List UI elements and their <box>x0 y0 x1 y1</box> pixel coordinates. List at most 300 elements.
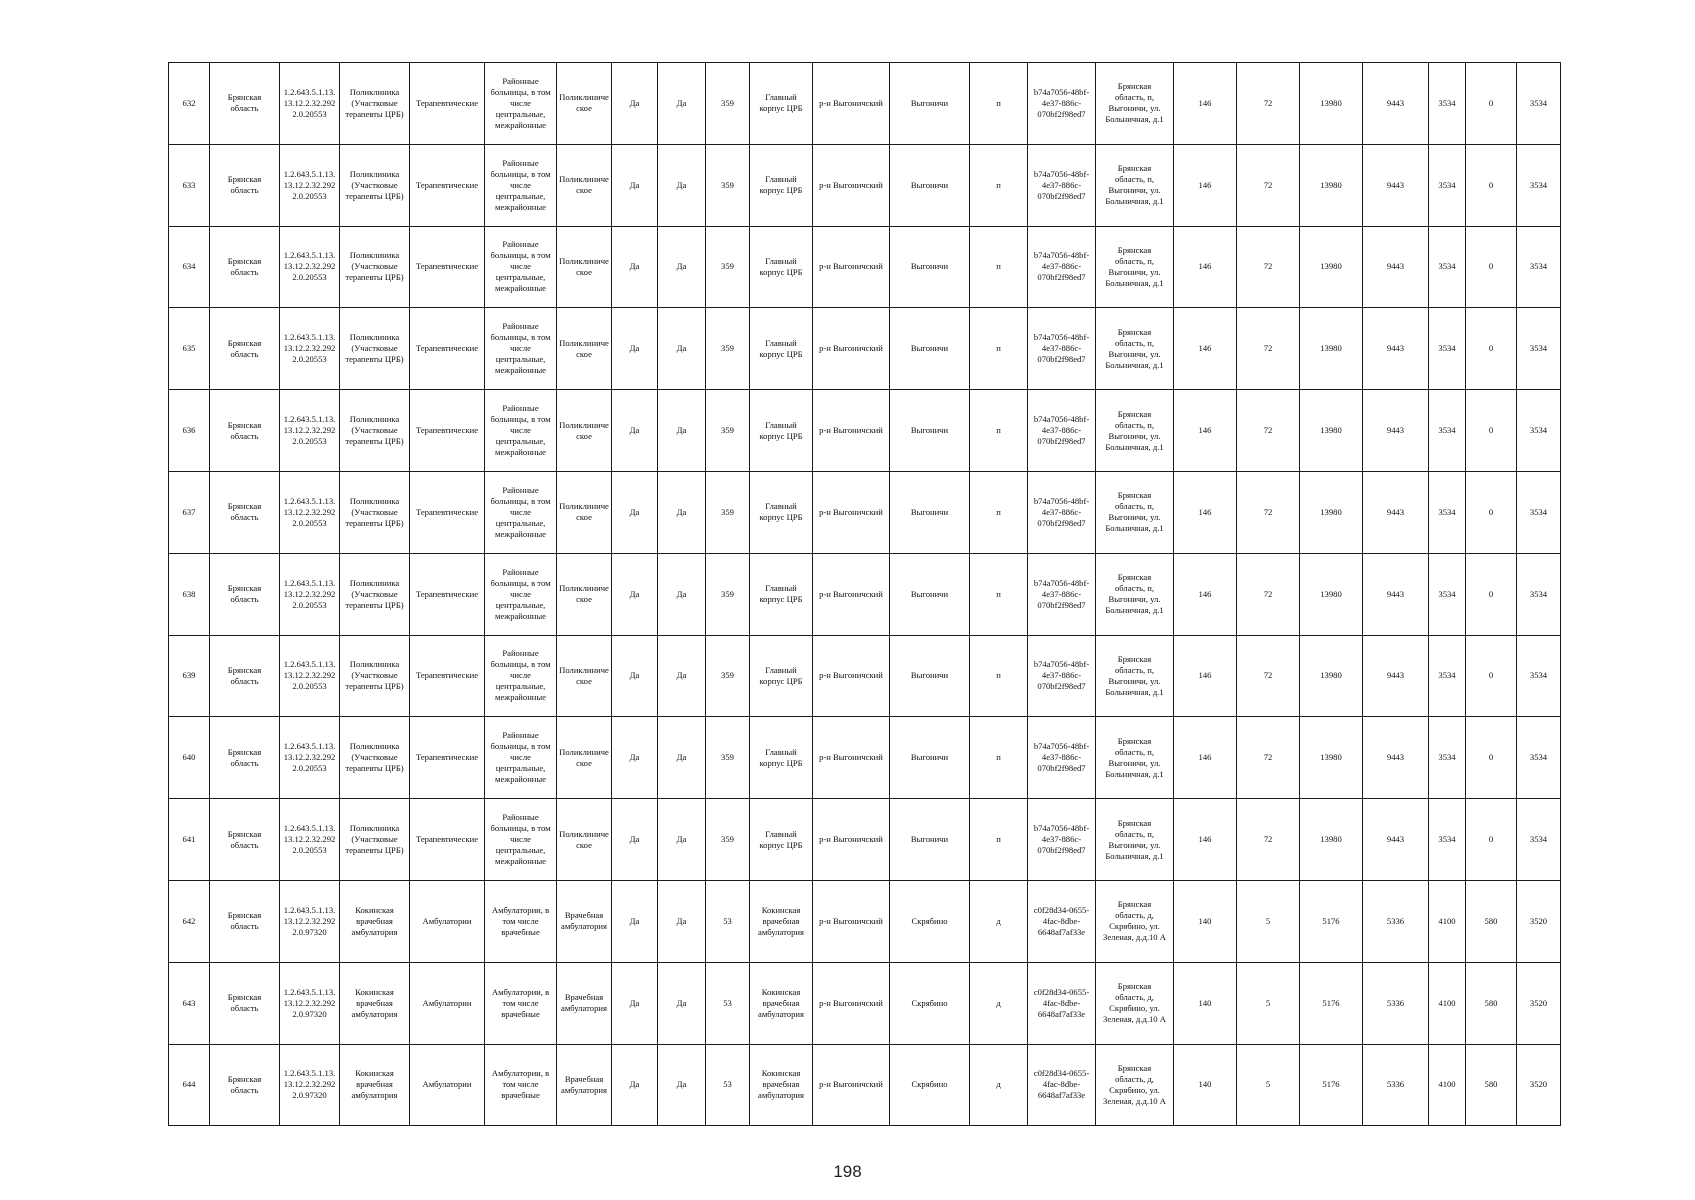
value7-cell: 3534 <box>1517 799 1561 881</box>
value4-cell: 5336 <box>1363 880 1429 962</box>
locality-cell: Выгоничи <box>890 63 970 145</box>
table-row <box>169 799 1561 881</box>
building-cell: Кокинская врачебная амбулатория <box>750 880 813 962</box>
value1-cell: 146 <box>1174 308 1237 390</box>
flag2-cell: Да <box>658 390 706 472</box>
value4-cell: 5336 <box>1363 962 1429 1044</box>
row-number-cell: 643 <box>169 962 210 1044</box>
value2-cell: 72 <box>1237 553 1300 635</box>
value7-cell: 3520 <box>1517 880 1561 962</box>
flag1-cell: Да <box>612 635 658 717</box>
kind-cell: Поликлиниче ское <box>557 471 612 553</box>
value7-cell: 3534 <box>1517 63 1561 145</box>
table-row <box>169 471 1561 553</box>
region-cell: Брянская область <box>210 471 280 553</box>
unit-type-cell: Терапевтические <box>410 144 485 226</box>
address-cell: Брянская область, п, Выгоничи, ул. Больничная, д.1 <box>1096 308 1174 390</box>
region-cell: Брянская область <box>210 799 280 881</box>
district-cell: р-н Выгоничский <box>813 962 890 1044</box>
value4-cell: 9443 <box>1363 553 1429 635</box>
value7-cell: 3534 <box>1517 717 1561 799</box>
address-cell: Брянская область, п, Выгоничи, ул. Больничная, д.1 <box>1096 144 1174 226</box>
building-cell: Кокинская врачебная амбулатория <box>750 962 813 1044</box>
value2-cell: 72 <box>1237 63 1300 145</box>
org-type-cell: Районные больницы, в том числе центральные, межрайонные <box>485 226 557 308</box>
locality-cell: Выгоничи <box>890 717 970 799</box>
value2-cell: 72 <box>1237 226 1300 308</box>
guid-cell: b74a7056-48bf- 4e37-886c- 070bf2f98ed7 <box>1028 635 1096 717</box>
locality-cell: Выгоничи <box>890 635 970 717</box>
facility-register-table <box>168 62 1561 1126</box>
row-number-cell: 634 <box>169 226 210 308</box>
code-cell: 359 <box>706 471 750 553</box>
flag1-cell: Да <box>612 63 658 145</box>
flag2-cell: Да <box>658 962 706 1044</box>
guid-cell: b74a7056-48bf- 4e37-886c- 070bf2f98ed7 <box>1028 63 1096 145</box>
kind-cell: Поликлиниче ское <box>557 553 612 635</box>
value2-cell: 72 <box>1237 635 1300 717</box>
value6-cell: 580 <box>1466 880 1517 962</box>
guid-cell: b74a7056-48bf- 4e37-886c- 070bf2f98ed7 <box>1028 717 1096 799</box>
address-cell: Брянская область, п, Выгоничи, ул. Больничная, д.1 <box>1096 635 1174 717</box>
guid-cell: b74a7056-48bf- 4e37-886c- 070bf2f98ed7 <box>1028 390 1096 472</box>
kind-cell: Поликлиниче ское <box>557 144 612 226</box>
flag1-cell: Да <box>612 553 658 635</box>
facility-name-cell: Поликлиника (Участковые терапевты ЦРБ) <box>340 390 410 472</box>
building-cell: Главный корпус ЦРБ <box>750 717 813 799</box>
flag2-cell: Да <box>658 471 706 553</box>
value6-cell: 0 <box>1466 63 1517 145</box>
value2-cell: 5 <box>1237 962 1300 1044</box>
building-cell: Кокинская врачебная амбулатория <box>750 1044 813 1126</box>
locality-cell: Выгоничи <box>890 553 970 635</box>
district-cell: р-н Выгоничский <box>813 63 890 145</box>
value1-cell: 146 <box>1174 63 1237 145</box>
guid-cell: b74a7056-48bf- 4e37-886c- 070bf2f98ed7 <box>1028 799 1096 881</box>
org-type-cell: Районные больницы, в том числе центральные, межрайонные <box>485 308 557 390</box>
locality-type-cell: д <box>970 880 1028 962</box>
building-cell: Главный корпус ЦРБ <box>750 390 813 472</box>
flag1-cell: Да <box>612 471 658 553</box>
value6-cell: 0 <box>1466 226 1517 308</box>
locality-type-cell: д <box>970 1044 1028 1126</box>
address-cell: Брянская область, п, Выгоничи, ул. Больничная, д.1 <box>1096 471 1174 553</box>
unit-type-cell: Терапевтические <box>410 635 485 717</box>
flag2-cell: Да <box>658 880 706 962</box>
locality-type-cell: п <box>970 390 1028 472</box>
row-number-cell: 641 <box>169 799 210 881</box>
unit-type-cell: Терапевтические <box>410 308 485 390</box>
oid-cell: 1.2.643.5.1.13. 13.12.2.32.292 2.0.20553 <box>280 635 340 717</box>
value4-cell: 9443 <box>1363 63 1429 145</box>
oid-cell: 1.2.643.5.1.13. 13.12.2.32.292 2.0.97320 <box>280 880 340 962</box>
value6-cell: 0 <box>1466 471 1517 553</box>
locality-type-cell: п <box>970 717 1028 799</box>
unit-type-cell: Терапевтические <box>410 553 485 635</box>
facility-name-cell: Поликлиника (Участковые терапевты ЦРБ) <box>340 471 410 553</box>
value6-cell: 0 <box>1466 717 1517 799</box>
region-cell: Брянская область <box>210 553 280 635</box>
facility-name-cell: Поликлиника (Участковые терапевты ЦРБ) <box>340 144 410 226</box>
value6-cell: 580 <box>1466 962 1517 1044</box>
district-cell: р-н Выгоничский <box>813 799 890 881</box>
guid-cell: c0f28d34-0655- 4fac-8dbe- 6648af7af33e <box>1028 1044 1096 1126</box>
value6-cell: 0 <box>1466 799 1517 881</box>
unit-type-cell: Терапевтические <box>410 226 485 308</box>
value7-cell: 3534 <box>1517 471 1561 553</box>
org-type-cell: Районные больницы, в том числе центральные, межрайонные <box>485 553 557 635</box>
code-cell: 359 <box>706 390 750 472</box>
value1-cell: 146 <box>1174 717 1237 799</box>
code-cell: 53 <box>706 880 750 962</box>
kind-cell: Поликлиниче ское <box>557 308 612 390</box>
value5-cell: 3534 <box>1429 226 1466 308</box>
flag1-cell: Да <box>612 144 658 226</box>
code-cell: 359 <box>706 144 750 226</box>
locality-type-cell: п <box>970 553 1028 635</box>
value2-cell: 72 <box>1237 308 1300 390</box>
locality-cell: Скрябино <box>890 1044 970 1126</box>
code-cell: 53 <box>706 1044 750 1126</box>
guid-cell: b74a7056-48bf- 4e37-886c- 070bf2f98ed7 <box>1028 553 1096 635</box>
guid-cell: b74a7056-48bf- 4e37-886c- 070bf2f98ed7 <box>1028 144 1096 226</box>
region-cell: Брянская область <box>210 390 280 472</box>
locality-cell: Выгоничи <box>890 799 970 881</box>
region-cell: Брянская область <box>210 63 280 145</box>
value3-cell: 13980 <box>1300 226 1363 308</box>
unit-type-cell: Амбулатории <box>410 1044 485 1126</box>
code-cell: 359 <box>706 553 750 635</box>
address-cell: Брянская область, п, Выгоничи, ул. Больничная, д.1 <box>1096 63 1174 145</box>
address-cell: Брянская область, п, Выгоничи, ул. Больничная, д.1 <box>1096 553 1174 635</box>
region-cell: Брянская область <box>210 717 280 799</box>
value5-cell: 3534 <box>1429 144 1466 226</box>
facility-name-cell: Кокинская врачебная амбулатория <box>340 962 410 1044</box>
table-row <box>169 144 1561 226</box>
guid-cell: b74a7056-48bf- 4e37-886c- 070bf2f98ed7 <box>1028 471 1096 553</box>
flag1-cell: Да <box>612 880 658 962</box>
locality-cell: Выгоничи <box>890 390 970 472</box>
facility-name-cell: Поликлиника (Участковые терапевты ЦРБ) <box>340 717 410 799</box>
unit-type-cell: Амбулатории <box>410 962 485 1044</box>
flag1-cell: Да <box>612 717 658 799</box>
value3-cell: 5176 <box>1300 880 1363 962</box>
facility-name-cell: Поликлиника (Участковые терапевты ЦРБ) <box>340 635 410 717</box>
code-cell: 359 <box>706 635 750 717</box>
value3-cell: 13980 <box>1300 390 1363 472</box>
building-cell: Главный корпус ЦРБ <box>750 308 813 390</box>
row-number-cell: 637 <box>169 471 210 553</box>
flag2-cell: Да <box>658 226 706 308</box>
value6-cell: 0 <box>1466 390 1517 472</box>
flag2-cell: Да <box>658 1044 706 1126</box>
value6-cell: 0 <box>1466 144 1517 226</box>
district-cell: р-н Выгоничский <box>813 308 890 390</box>
oid-cell: 1.2.643.5.1.13. 13.12.2.32.292 2.0.20553 <box>280 144 340 226</box>
value1-cell: 146 <box>1174 390 1237 472</box>
oid-cell: 1.2.643.5.1.13. 13.12.2.32.292 2.0.20553 <box>280 471 340 553</box>
building-cell: Главный корпус ЦРБ <box>750 471 813 553</box>
value3-cell: 5176 <box>1300 962 1363 1044</box>
flag1-cell: Да <box>612 799 658 881</box>
unit-type-cell: Терапевтические <box>410 390 485 472</box>
code-cell: 359 <box>706 63 750 145</box>
facility-name-cell: Поликлиника (Участковые терапевты ЦРБ) <box>340 226 410 308</box>
locality-cell: Выгоничи <box>890 308 970 390</box>
row-number-cell: 636 <box>169 390 210 472</box>
facility-name-cell: Кокинская врачебная амбулатория <box>340 1044 410 1126</box>
facility-name-cell: Кокинская врачебная амбулатория <box>340 880 410 962</box>
value3-cell: 13980 <box>1300 471 1363 553</box>
guid-cell: b74a7056-48bf- 4e37-886c- 070bf2f98ed7 <box>1028 226 1096 308</box>
locality-cell: Выгоничи <box>890 144 970 226</box>
flag2-cell: Да <box>658 63 706 145</box>
value5-cell: 3534 <box>1429 308 1466 390</box>
building-cell: Главный корпус ЦРБ <box>750 553 813 635</box>
org-type-cell: Районные больницы, в том числе центральные, межрайонные <box>485 63 557 145</box>
value2-cell: 72 <box>1237 390 1300 472</box>
locality-cell: Скрябино <box>890 962 970 1044</box>
org-type-cell: Амбулатории, в том числе врачебные <box>485 880 557 962</box>
page-number: 198 <box>833 1162 862 1181</box>
value6-cell: 0 <box>1466 308 1517 390</box>
region-cell: Брянская область <box>210 1044 280 1126</box>
value2-cell: 5 <box>1237 1044 1300 1126</box>
code-cell: 359 <box>706 717 750 799</box>
kind-cell: Поликлиниче ское <box>557 717 612 799</box>
value7-cell: 3534 <box>1517 308 1561 390</box>
address-cell: Брянская область, п, Выгоничи, ул. Больничная, д.1 <box>1096 717 1174 799</box>
table-body <box>169 63 1561 1126</box>
value1-cell: 146 <box>1174 471 1237 553</box>
value2-cell: 72 <box>1237 471 1300 553</box>
code-cell: 359 <box>706 226 750 308</box>
locality-cell: Скрябино <box>890 880 970 962</box>
district-cell: р-н Выгоничский <box>813 880 890 962</box>
row-number-cell: 633 <box>169 144 210 226</box>
locality-type-cell: п <box>970 471 1028 553</box>
district-cell: р-н Выгоничский <box>813 717 890 799</box>
oid-cell: 1.2.643.5.1.13. 13.12.2.32.292 2.0.97320 <box>280 962 340 1044</box>
row-number-cell: 640 <box>169 717 210 799</box>
table-row <box>169 308 1561 390</box>
locality-type-cell: п <box>970 226 1028 308</box>
kind-cell: Врачебная амбулатория <box>557 1044 612 1126</box>
flag1-cell: Да <box>612 226 658 308</box>
oid-cell: 1.2.643.5.1.13. 13.12.2.32.292 2.0.20553 <box>280 717 340 799</box>
kind-cell: Поликлиниче ское <box>557 799 612 881</box>
row-number-cell: 644 <box>169 1044 210 1126</box>
flag2-cell: Да <box>658 799 706 881</box>
oid-cell: 1.2.643.5.1.13. 13.12.2.32.292 2.0.20553 <box>280 63 340 145</box>
value4-cell: 9443 <box>1363 144 1429 226</box>
value1-cell: 140 <box>1174 880 1237 962</box>
row-number-cell: 635 <box>169 308 210 390</box>
oid-cell: 1.2.643.5.1.13. 13.12.2.32.292 2.0.20553 <box>280 799 340 881</box>
value4-cell: 9443 <box>1363 390 1429 472</box>
guid-cell: c0f28d34-0655- 4fac-8dbe- 6648af7af33e <box>1028 962 1096 1044</box>
row-number-cell: 632 <box>169 63 210 145</box>
guid-cell: b74a7056-48bf- 4e37-886c- 070bf2f98ed7 <box>1028 308 1096 390</box>
value3-cell: 13980 <box>1300 308 1363 390</box>
building-cell: Главный корпус ЦРБ <box>750 144 813 226</box>
unit-type-cell: Терапевтические <box>410 63 485 145</box>
value4-cell: 9443 <box>1363 799 1429 881</box>
flag2-cell: Да <box>658 553 706 635</box>
locality-type-cell: д <box>970 962 1028 1044</box>
address-cell: Брянская область, п, Выгоничи, ул. Больничная, д.1 <box>1096 226 1174 308</box>
facility-name-cell: Поликлиника (Участковые терапевты ЦРБ) <box>340 308 410 390</box>
value4-cell: 9443 <box>1363 471 1429 553</box>
address-cell: Брянская область, п, Выгоничи, ул. Больничная, д.1 <box>1096 390 1174 472</box>
flag2-cell: Да <box>658 635 706 717</box>
value1-cell: 146 <box>1174 226 1237 308</box>
value6-cell: 580 <box>1466 1044 1517 1126</box>
unit-type-cell: Терапевтические <box>410 471 485 553</box>
locality-cell: Выгоничи <box>890 471 970 553</box>
facility-name-cell: Поликлиника (Участковые терапевты ЦРБ) <box>340 553 410 635</box>
code-cell: 359 <box>706 308 750 390</box>
flag1-cell: Да <box>612 308 658 390</box>
org-type-cell: Амбулатории, в том числе врачебные <box>485 962 557 1044</box>
row-number-cell: 639 <box>169 635 210 717</box>
value5-cell: 4100 <box>1429 1044 1466 1126</box>
kind-cell: Поликлиниче ское <box>557 226 612 308</box>
value3-cell: 13980 <box>1300 144 1363 226</box>
value5-cell: 3534 <box>1429 799 1466 881</box>
flag1-cell: Да <box>612 390 658 472</box>
value2-cell: 72 <box>1237 799 1300 881</box>
value7-cell: 3534 <box>1517 144 1561 226</box>
value4-cell: 9443 <box>1363 308 1429 390</box>
code-cell: 359 <box>706 799 750 881</box>
district-cell: р-н Выгоничский <box>813 1044 890 1126</box>
row-number-cell: 638 <box>169 553 210 635</box>
value6-cell: 0 <box>1466 635 1517 717</box>
oid-cell: 1.2.643.5.1.13. 13.12.2.32.292 2.0.20553 <box>280 226 340 308</box>
district-cell: р-н Выгоничский <box>813 144 890 226</box>
value4-cell: 9443 <box>1363 635 1429 717</box>
table-row <box>169 390 1561 472</box>
value1-cell: 146 <box>1174 635 1237 717</box>
org-type-cell: Районные больницы, в том числе центральные, межрайонные <box>485 717 557 799</box>
region-cell: Брянская область <box>210 962 280 1044</box>
address-cell: Брянская область, д, Скрябино, ул. Зеленая, д.д.10 А <box>1096 880 1174 962</box>
value3-cell: 13980 <box>1300 635 1363 717</box>
flag2-cell: Да <box>658 308 706 390</box>
oid-cell: 1.2.643.5.1.13. 13.12.2.32.292 2.0.97320 <box>280 1044 340 1126</box>
locality-type-cell: п <box>970 635 1028 717</box>
value7-cell: 3520 <box>1517 962 1561 1044</box>
table-row <box>169 635 1561 717</box>
value3-cell: 13980 <box>1300 63 1363 145</box>
value1-cell: 146 <box>1174 144 1237 226</box>
region-cell: Брянская область <box>210 635 280 717</box>
value3-cell: 13980 <box>1300 553 1363 635</box>
locality-cell: Выгоничи <box>890 226 970 308</box>
row-number-cell: 642 <box>169 880 210 962</box>
code-cell: 53 <box>706 962 750 1044</box>
value5-cell: 4100 <box>1429 880 1466 962</box>
value4-cell: 5336 <box>1363 1044 1429 1126</box>
region-cell: Брянская область <box>210 308 280 390</box>
value7-cell: 3534 <box>1517 635 1561 717</box>
oid-cell: 1.2.643.5.1.13. 13.12.2.32.292 2.0.20553 <box>280 553 340 635</box>
org-type-cell: Районные больницы, в том числе центральные, межрайонные <box>485 390 557 472</box>
address-cell: Брянская область, п, Выгоничи, ул. Больничная, д.1 <box>1096 799 1174 881</box>
table-row <box>169 1044 1561 1126</box>
region-cell: Брянская область <box>210 226 280 308</box>
value5-cell: 3534 <box>1429 553 1466 635</box>
value5-cell: 3534 <box>1429 63 1466 145</box>
value5-cell: 4100 <box>1429 962 1466 1044</box>
value2-cell: 5 <box>1237 880 1300 962</box>
unit-type-cell: Амбулатории <box>410 880 485 962</box>
district-cell: р-н Выгоничский <box>813 635 890 717</box>
value2-cell: 72 <box>1237 717 1300 799</box>
value7-cell: 3534 <box>1517 226 1561 308</box>
region-cell: Брянская область <box>210 144 280 226</box>
table-row <box>169 880 1561 962</box>
value3-cell: 13980 <box>1300 717 1363 799</box>
table-row <box>169 63 1561 145</box>
building-cell: Главный корпус ЦРБ <box>750 635 813 717</box>
value1-cell: 146 <box>1174 799 1237 881</box>
org-type-cell: Районные больницы, в том числе центральные, межрайонные <box>485 799 557 881</box>
table-row <box>169 553 1561 635</box>
kind-cell: Поликлиниче ское <box>557 63 612 145</box>
value7-cell: 3534 <box>1517 390 1561 472</box>
locality-type-cell: п <box>970 63 1028 145</box>
facility-name-cell: Поликлиника (Участковые терапевты ЦРБ) <box>340 799 410 881</box>
value6-cell: 0 <box>1466 553 1517 635</box>
org-type-cell: Амбулатории, в том числе врачебные <box>485 1044 557 1126</box>
unit-type-cell: Терапевтические <box>410 799 485 881</box>
org-type-cell: Районные больницы, в том числе центральные, межрайонные <box>485 471 557 553</box>
value1-cell: 146 <box>1174 553 1237 635</box>
value3-cell: 13980 <box>1300 799 1363 881</box>
value3-cell: 5176 <box>1300 1044 1363 1126</box>
register-sheet <box>168 62 1560 1126</box>
value4-cell: 9443 <box>1363 717 1429 799</box>
value5-cell: 3534 <box>1429 717 1466 799</box>
district-cell: р-н Выгоничский <box>813 226 890 308</box>
kind-cell: Врачебная амбулатория <box>557 880 612 962</box>
value5-cell: 3534 <box>1429 471 1466 553</box>
table-row <box>169 962 1561 1044</box>
region-cell: Брянская область <box>210 880 280 962</box>
district-cell: р-н Выгоничский <box>813 471 890 553</box>
locality-type-cell: п <box>970 799 1028 881</box>
guid-cell: c0f28d34-0655- 4fac-8dbe- 6648af7af33e <box>1028 880 1096 962</box>
locality-type-cell: п <box>970 144 1028 226</box>
flag1-cell: Да <box>612 1044 658 1126</box>
value2-cell: 72 <box>1237 144 1300 226</box>
locality-type-cell: п <box>970 308 1028 390</box>
table-row <box>169 717 1561 799</box>
building-cell: Главный корпус ЦРБ <box>750 63 813 145</box>
flag2-cell: Да <box>658 717 706 799</box>
org-type-cell: Районные больницы, в том числе центральные, межрайонные <box>485 635 557 717</box>
unit-type-cell: Терапевтические <box>410 717 485 799</box>
value1-cell: 140 <box>1174 1044 1237 1126</box>
value7-cell: 3534 <box>1517 553 1561 635</box>
address-cell: Брянская область, д, Скрябино, ул. Зеленая, д.д.10 А <box>1096 962 1174 1044</box>
kind-cell: Поликлиниче ское <box>557 390 612 472</box>
value7-cell: 3520 <box>1517 1044 1561 1126</box>
value5-cell: 3534 <box>1429 390 1466 472</box>
building-cell: Главный корпус ЦРБ <box>750 226 813 308</box>
